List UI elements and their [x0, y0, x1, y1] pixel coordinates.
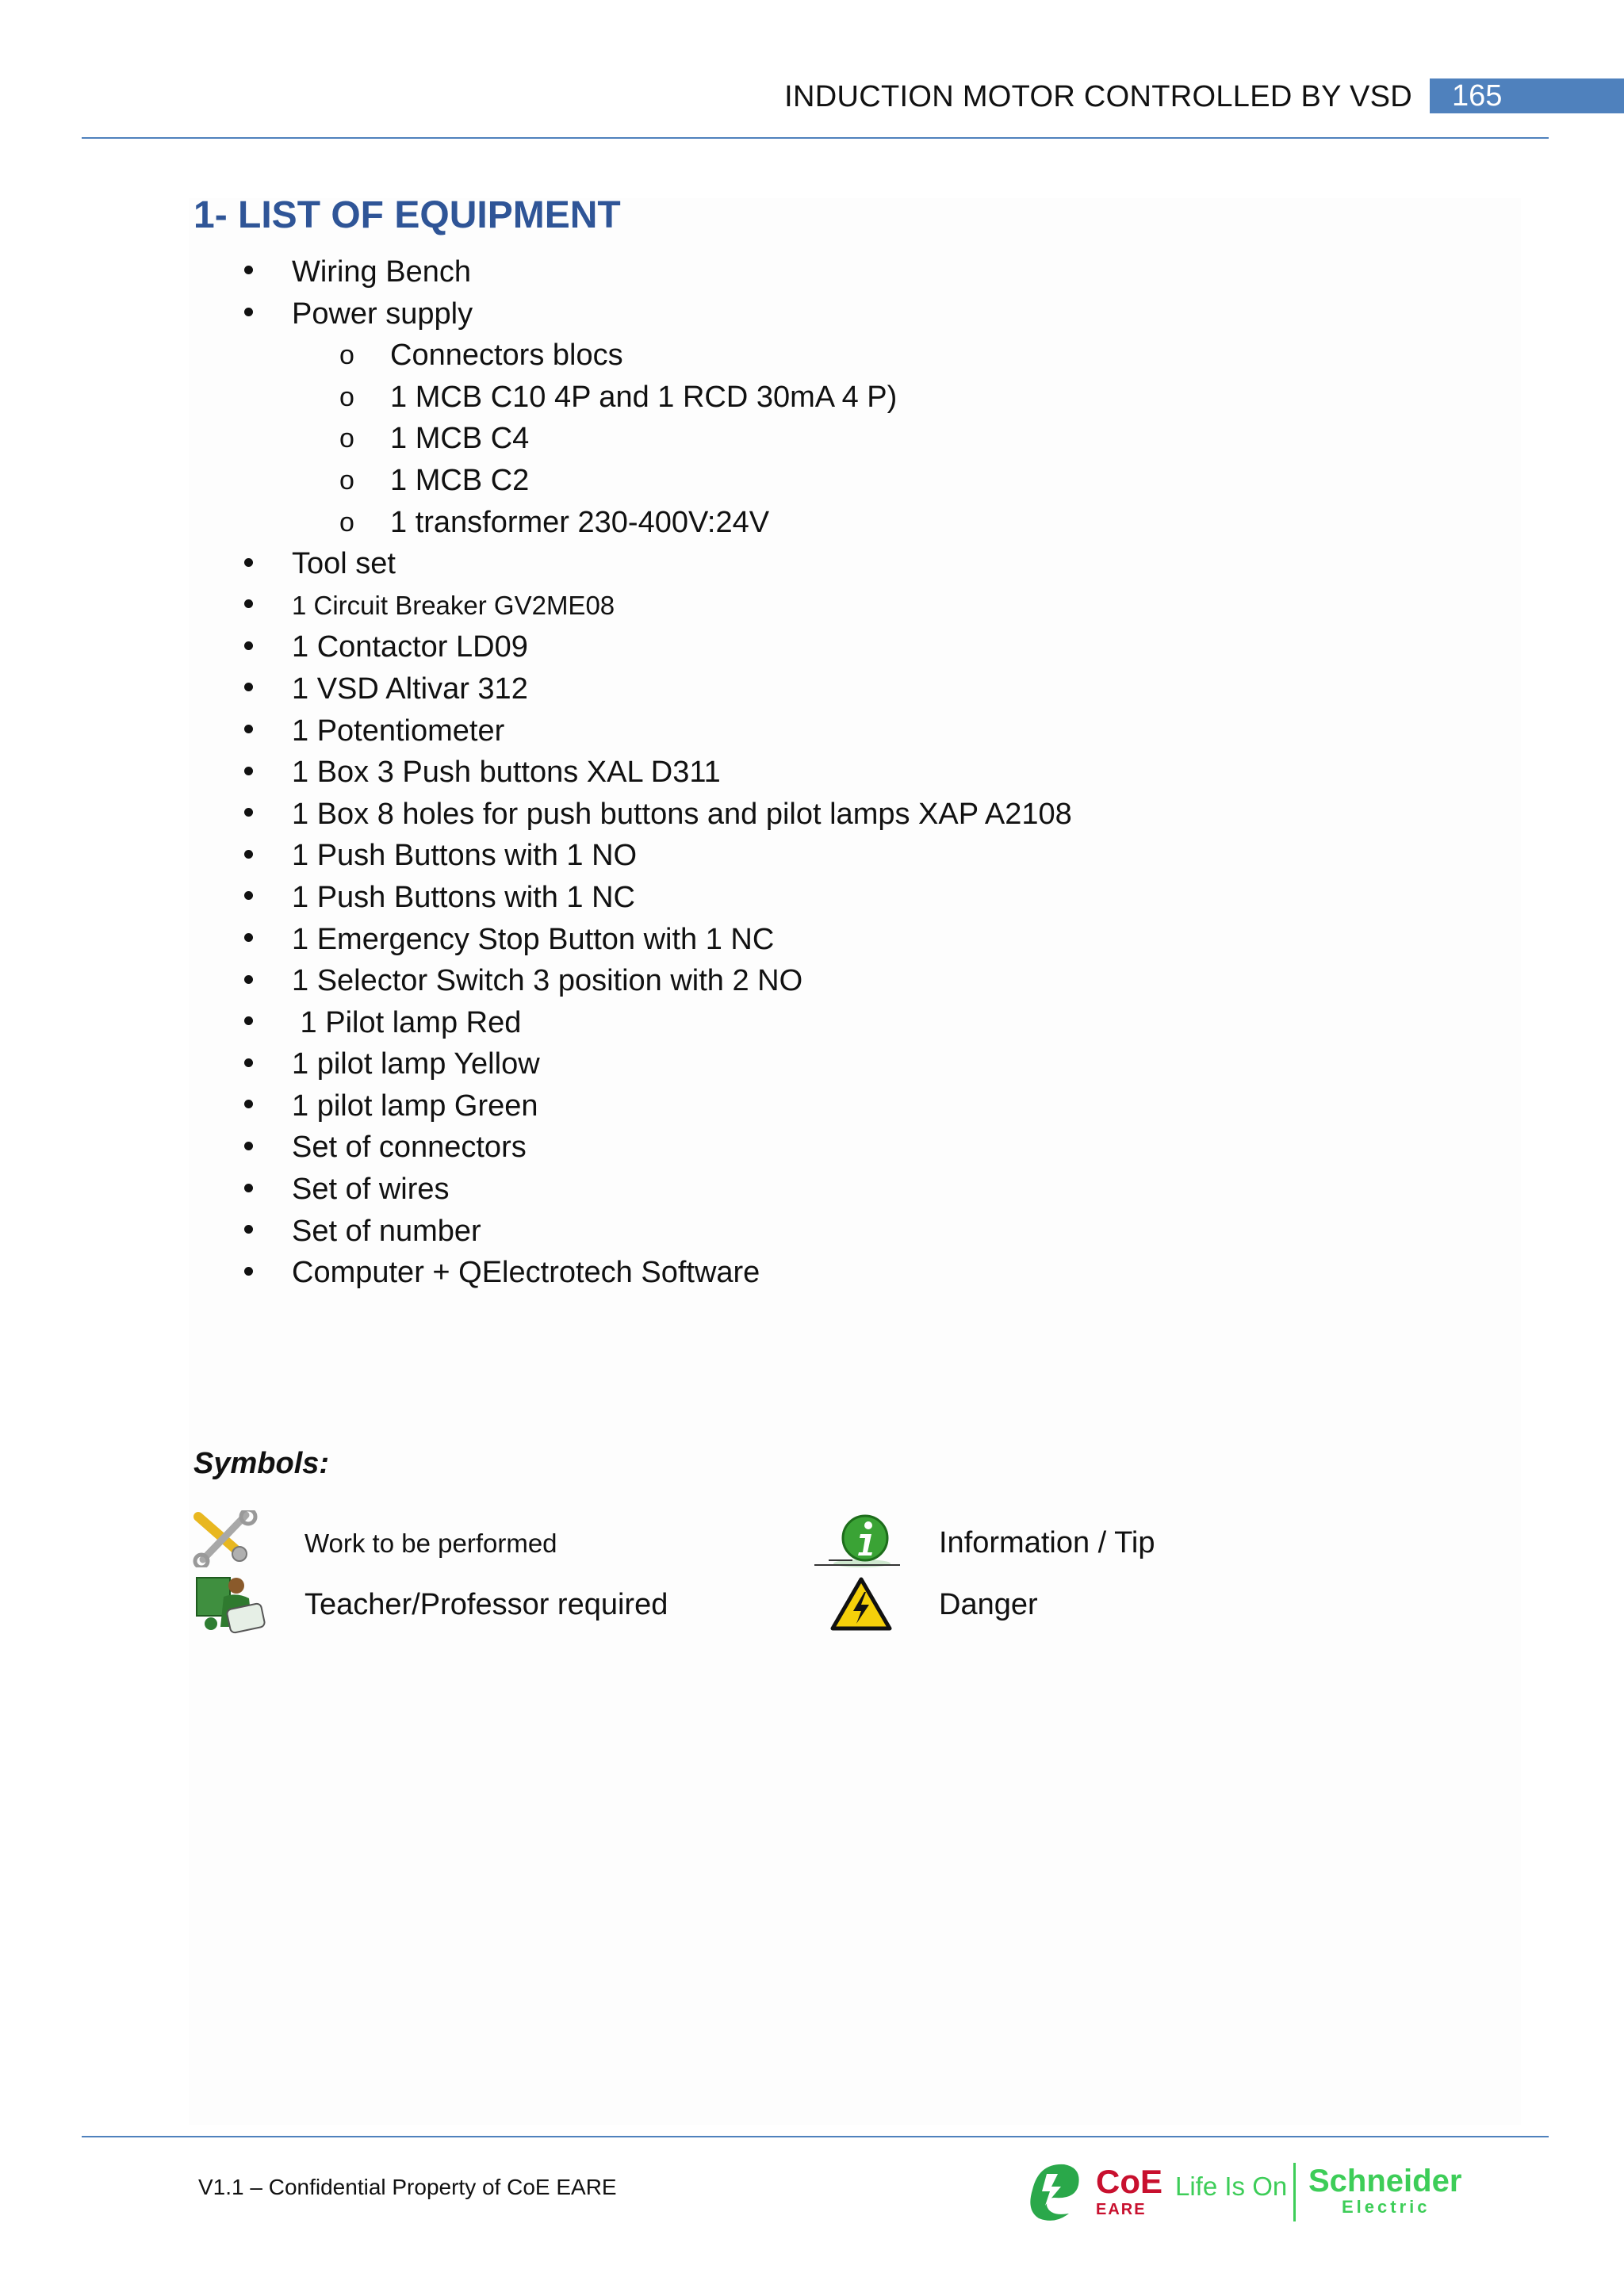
list-item-text: 1 Emergency Stop Button with 1 NC: [292, 922, 775, 956]
list-item-text: 1 MCB C4: [390, 422, 530, 456]
page-number: 165: [1430, 78, 1624, 113]
bullet-icon: [244, 1252, 253, 1293]
symbol-label-work: Work to be performed: [304, 1529, 557, 1558]
hollow-bullet-icon: o: [339, 507, 354, 538]
equipment-list: [0, 251, 1624, 1294]
list-item: [0, 1127, 1624, 1169]
list-item: [0, 1252, 1624, 1294]
list-item-text: Set of number: [292, 1214, 481, 1248]
list-item-text: 1 Push Buttons with 1 NC: [292, 880, 635, 914]
bullet-icon: [244, 668, 253, 710]
hollow-bullet-icon: o: [339, 423, 354, 454]
bullet-icon: [244, 710, 253, 752]
list-item-text: Computer + QElectrotech Software: [292, 1256, 760, 1290]
symbol-label-teacher: Teacher/Professor required: [304, 1588, 668, 1621]
bullet-icon: [244, 960, 253, 1001]
bullet-icon: [244, 752, 253, 793]
coe-eare-logo: [1023, 2158, 1162, 2226]
header-rule: [82, 137, 1549, 139]
tools-icon: [190, 1510, 259, 1571]
bullet-icon: [244, 543, 253, 584]
sub-list-item: [0, 418, 1624, 460]
list-item: [0, 710, 1624, 752]
hollow-bullet-icon: o: [339, 381, 354, 412]
schneider-logo: Schneider: [1308, 2164, 1462, 2198]
list-item-text: 1 Pilot lamp Red: [292, 1005, 522, 1039]
running-header-title: INDUCTION MOTOR CONTROLLED BY VSD: [784, 80, 1412, 113]
bullet-icon: [244, 1127, 253, 1168]
list-item-text: 1 MCB C10 4P and 1 RCD 30mA 4 P): [390, 380, 898, 414]
list-item-text: 1 Push Buttons with 1 NO: [292, 839, 638, 873]
hollow-bullet-icon: o: [339, 465, 354, 496]
list-item-text: 1 Box 3 Push buttons XAL D311: [292, 756, 721, 790]
list-item-text: Connectors blocs: [390, 339, 623, 373]
list-item-text: 1 MCB C2: [390, 463, 530, 497]
bullet-icon: [244, 251, 253, 293]
list-item-text: 1 transformer 230-400V:24V: [390, 505, 770, 539]
list-item: [0, 626, 1624, 668]
coe-logo-text: CoE: [1096, 2163, 1162, 2200]
life-is-on-logo: Life Is On: [1175, 2172, 1288, 2201]
footer-rule: [82, 2136, 1549, 2137]
list-item: [0, 543, 1624, 585]
symbol-label-information: Information / Tip: [939, 1526, 1155, 1559]
bullet-icon: [244, 293, 253, 335]
list-item: [0, 877, 1624, 919]
list-item: [0, 668, 1624, 710]
sub-list-item: [0, 502, 1624, 544]
symbols-title: Symbols:: [193, 1447, 330, 1480]
list-item-text: 1 Box 8 holes for push buttons and pilot lamps XAP A2108: [292, 797, 1072, 831]
list-item: [0, 293, 1624, 335]
list-item-text: 1 pilot lamp Green: [292, 1089, 538, 1123]
list-item-text: Power supply: [292, 297, 473, 331]
bullet-icon: [244, 835, 253, 876]
bullet-icon: [244, 1085, 253, 1127]
list-item: [0, 919, 1624, 961]
bullet-icon: [244, 585, 253, 626]
logo-divider: [1293, 2163, 1296, 2221]
list-item: [0, 1169, 1624, 1211]
list-item: [0, 835, 1624, 877]
list-item-text: Tool set: [292, 547, 396, 581]
bullet-icon: [244, 626, 253, 668]
information-icon: [813, 1508, 902, 1574]
sub-list-item: [0, 460, 1624, 502]
list-item-text: 1 VSD Altivar 312: [292, 672, 528, 706]
bullet-icon: [244, 1211, 253, 1252]
sub-list-item: [0, 335, 1624, 377]
list-item-text: 1 Circuit Breaker GV2ME08: [292, 590, 615, 620]
bullet-icon: [244, 1043, 253, 1085]
bullet-icon: [244, 1169, 253, 1210]
bullet-icon: [244, 1002, 253, 1043]
list-item: [0, 752, 1624, 794]
bullet-icon: [244, 877, 253, 918]
list-item-text: 1 Potentiometer: [292, 714, 505, 748]
symbol-label-danger: Danger: [939, 1588, 1038, 1621]
list-item-text: 1 Selector Switch 3 position with 2 NO: [292, 964, 803, 998]
list-item: [0, 1002, 1624, 1044]
list-item: [0, 1211, 1624, 1253]
list-item: [0, 585, 1624, 627]
electric-logo: Electric: [1342, 2197, 1431, 2217]
sub-list-item: [0, 377, 1624, 419]
eare-logo-text: EARE: [1096, 2201, 1147, 2218]
list-item: [0, 1043, 1624, 1085]
list-item: [0, 960, 1624, 1002]
hollow-bullet-icon: o: [339, 340, 354, 371]
teacher-icon: [192, 1571, 268, 1640]
list-item: [0, 251, 1624, 293]
list-item: [0, 1085, 1624, 1127]
footer-text: V1.1 – Confidential Property of CoE EARE: [198, 2175, 617, 2199]
list-item-text: Wiring Bench: [292, 255, 471, 289]
list-item-text: Set of wires: [292, 1173, 450, 1207]
list-item-text: 1 pilot lamp Yellow: [292, 1047, 540, 1081]
bullet-icon: [244, 919, 253, 960]
list-item-text: Set of connectors: [292, 1131, 527, 1165]
bullet-icon: [244, 794, 253, 835]
section-heading: 1- LIST OF EQUIPMENT: [193, 194, 621, 236]
danger-icon: [829, 1576, 893, 1636]
list-item: [0, 794, 1624, 836]
list-item-text: 1 Contactor LD09: [292, 630, 528, 664]
